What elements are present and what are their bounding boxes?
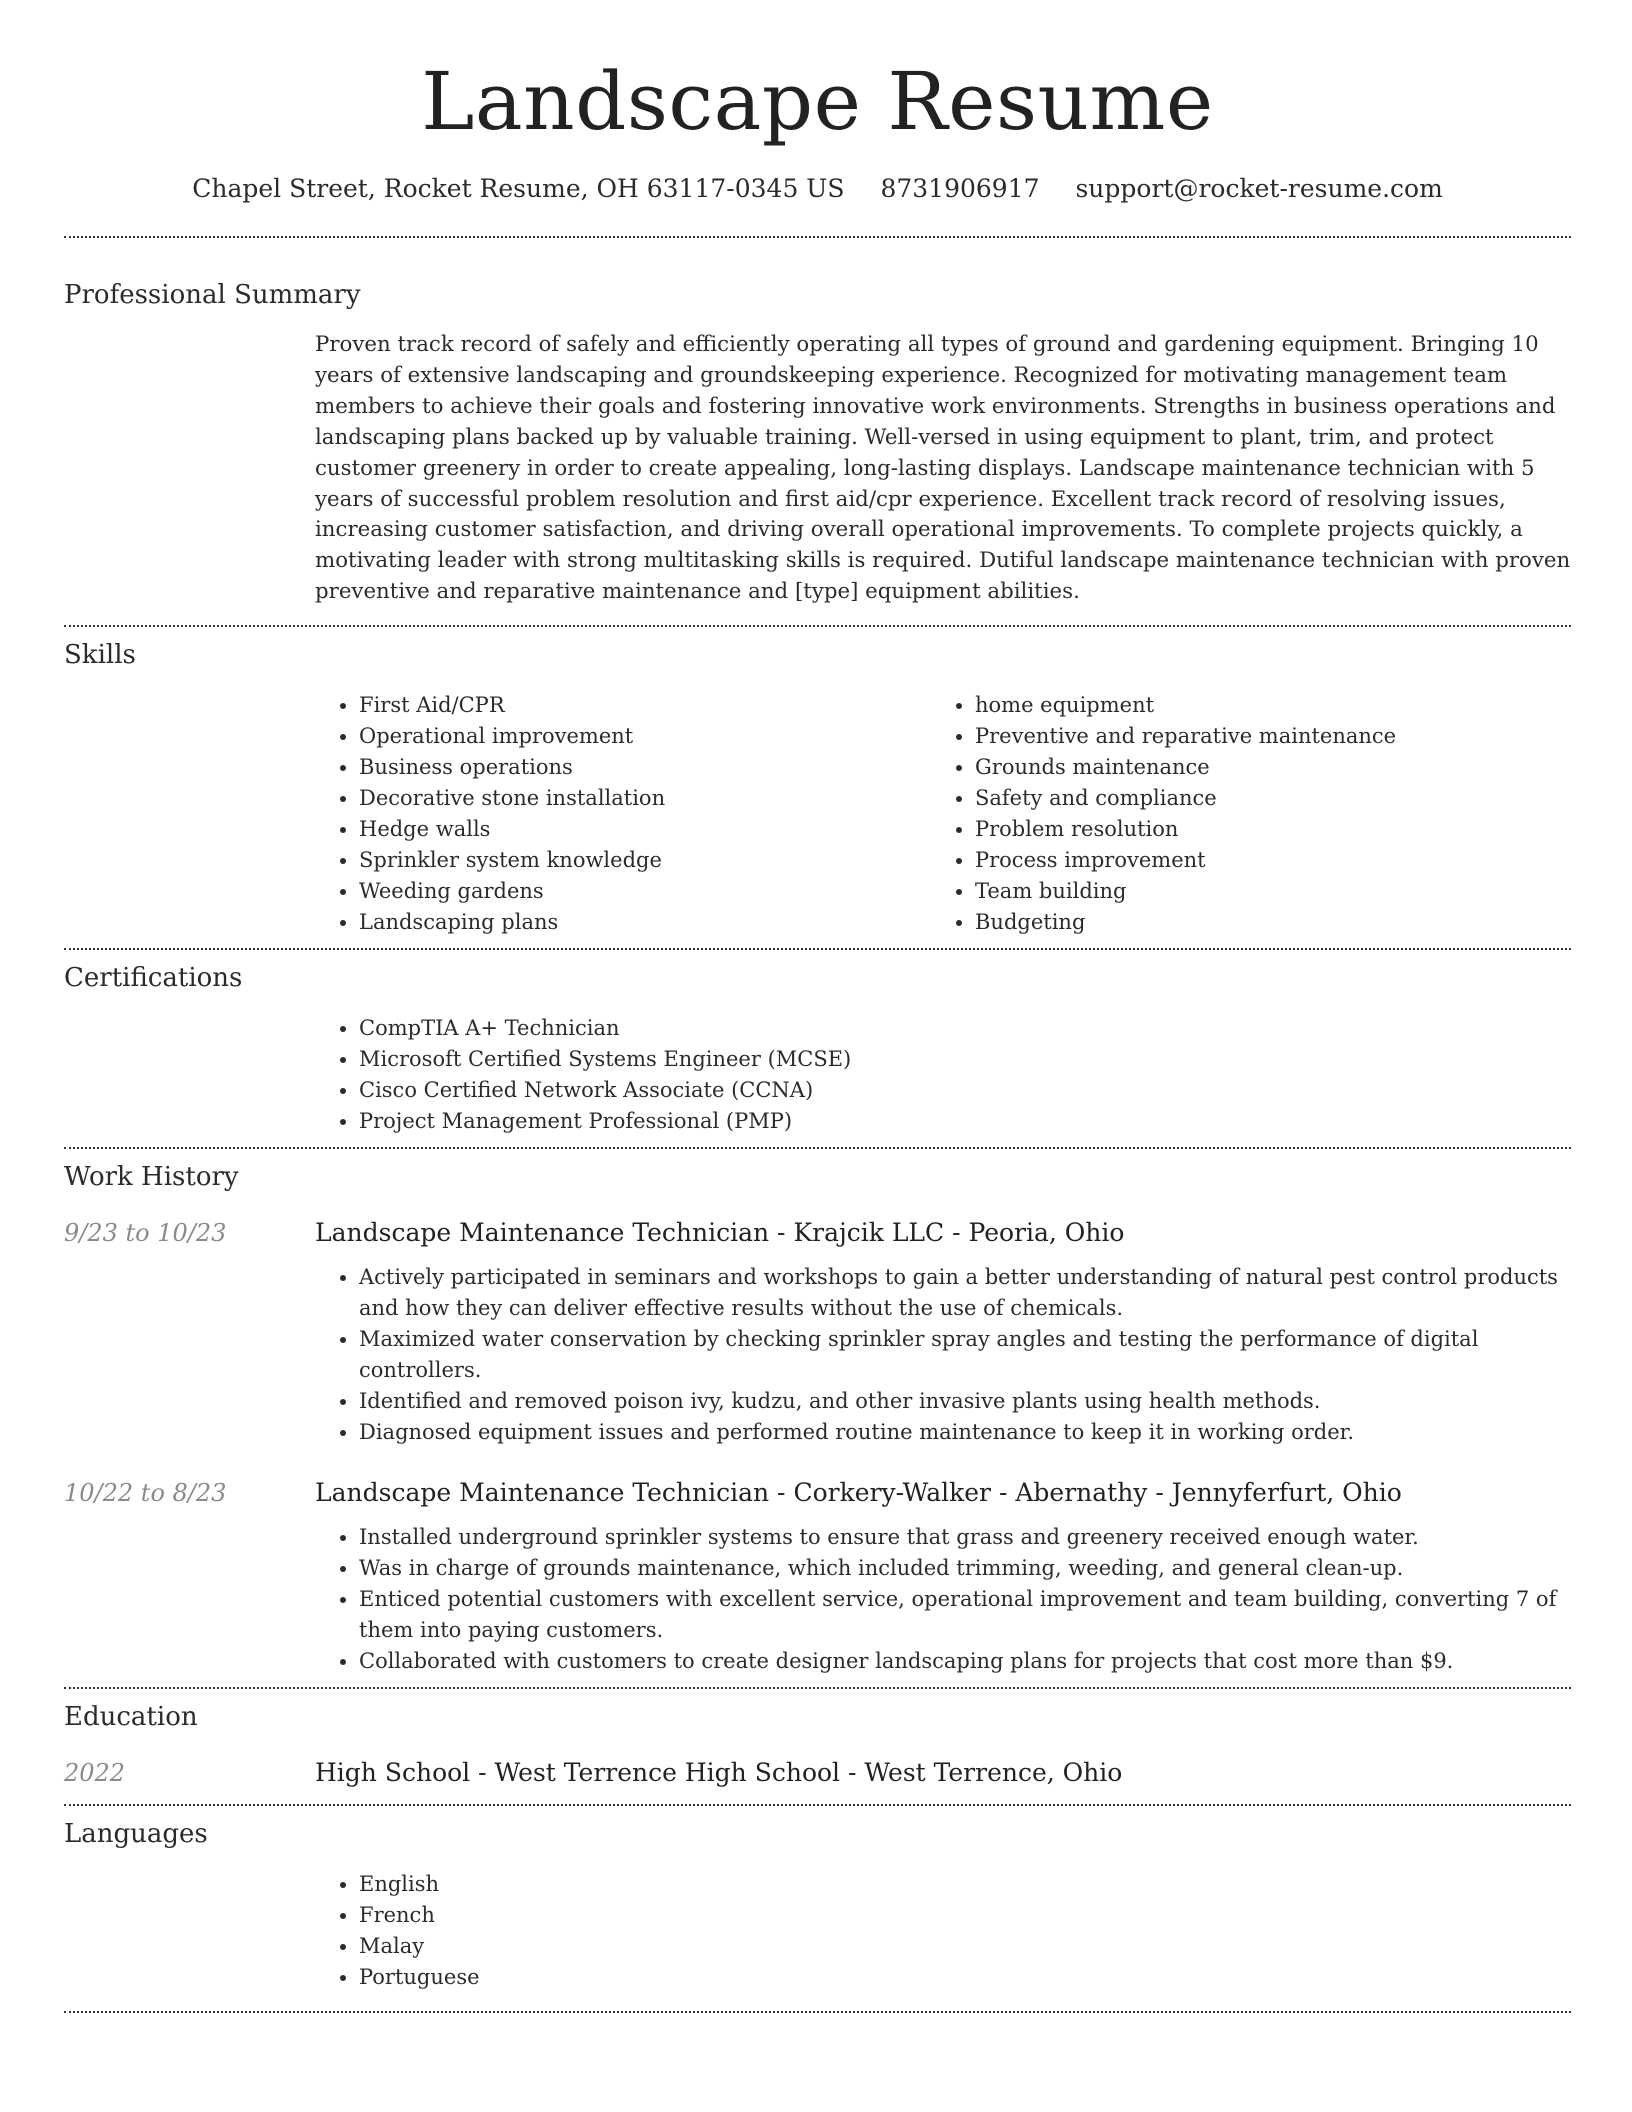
section-title-summary: Professional Summary [64,280,361,310]
divider [64,2011,1571,2013]
list-item: • CompTIA A+ Technician [359,1013,1571,1044]
job-dates: 10/22 to 8/23 [64,1479,227,1508]
list-item: • Team building [975,876,1547,907]
languages-section [64,1817,1571,1993]
list-item: • Collaborated with customers to create designer landscaping plans for projects that cost more than $9. [359,1646,1571,1677]
list-item: • Operational improvement [359,721,931,752]
skills-list [315,690,1571,938]
work-history-section [64,1160,1571,1677]
list-item: • home equipment [975,690,1547,721]
summary-section [64,278,1571,608]
section-title-skills: Skills [64,640,136,671]
list-item: • Safety and compliance [975,783,1547,814]
list-item: • Actively participated in seminars and workshops to gain a better understanding of natural pest control products and how they can deliver effective results without the use of chemicals. [359,1262,1571,1324]
skills-section [64,638,1571,938]
skills-column-right [931,690,1547,938]
education-entry [64,1756,1571,1790]
contact-line [64,172,1571,206]
list-item: • Weeding gardens [359,876,931,907]
list-item: • Was in charge of grounds maintenance, which included trimming, weeding, and general clean-up. [359,1553,1571,1584]
section-title-certifications: Certifications [64,963,243,994]
job-bullets [315,1522,1571,1677]
job-title: Landscape Maintenance Technician - Corkery-Walker - Abernathy - Jennyferfurt, Ohio [315,1478,1402,1508]
list-item: • Hedge walls [359,814,931,845]
list-item: • Preventive and reparative maintenance [975,721,1547,752]
resume-name: Landscape Resume [421,55,1214,148]
languages-list [315,1869,1571,1993]
divider [64,1687,1571,1689]
list-item: • Microsoft Certified Systems Engineer (MCSE) [359,1044,1571,1075]
divider [64,625,1571,627]
list-item: • Malay [359,1931,1571,1962]
list-item: • Enticed potential customers with excellent service, operational improvement and team building, converting 7 of them into paying customers. [359,1584,1571,1646]
divider [64,1147,1571,1149]
divider [64,236,1571,238]
certifications-list [315,1013,1571,1137]
list-item: • Diagnosed equipment issues and performed routine maintenance to keep it in working order. [359,1417,1571,1448]
education-title: High School - West Terrence High School - West Terrence, Ohio [315,1758,1123,1788]
contact-address: Chapel Street, Rocket Resume, OH 63117-0345 US [192,174,845,203]
job-entry-header [64,1476,1571,1510]
list-item: • Maximized water conservation by checking sprinkler spray angles and testing the performance of digital controllers. [359,1324,1571,1386]
list-item: • Installed underground sprinkler systems to ensure that grass and greenery received enough water. [359,1522,1571,1553]
list-item: • Budgeting [975,907,1547,938]
list-item: • Portuguese [359,1962,1571,1993]
certifications-section [64,961,1571,1137]
skills-column-left [315,690,931,938]
education-section [64,1700,1571,1790]
job-title: Landscape Maintenance Technician - Krajcik LLC - Peoria, Ohio [315,1218,1125,1248]
list-item: • French [359,1900,1571,1931]
list-item: • Grounds maintenance [975,752,1547,783]
summary-text: Proven track record of safely and efficiently operating all types of ground and gardening equipment. Bringing 10 years of extensive landscaping and groundskeeping experience. Recognized for motivating management team members to achieve their goals and fostering innovative work environments. Strengths in business operations and landscaping plans backed up by valuable training. Well-versed in using equipment to plant, trim, and protect customer greenery in order to create appealing, long-lasting displays. Landscape maintenance technician with 5 years of successful problem resolution and first aid/cpr experience. Excellent track record of resolving issues, increasing customer satisfaction, and driving overall operational improvements. To complete projects quickly, a motivating leader with strong multitasking skills is required. Dutiful landscape maintenance technician with proven preventive and reparative maintenance and [type] equipment abilities. [315,332,1571,605]
contact-phone: 8731906917 [880,174,1040,203]
list-item: • Sprinkler system knowledge [359,845,931,876]
list-item: • Cisco Certified Network Associate (CCNA) [359,1075,1571,1106]
section-title-education: Education [64,1702,198,1733]
list-item: • English [359,1869,1571,1900]
job-bullets [315,1262,1571,1448]
resume-page [64,0,1571,2013]
list-item: • Process improvement [975,845,1547,876]
list-item: • Identified and removed poison ivy, kudzu, and other invasive plants using health methods. [359,1386,1571,1417]
divider [64,1804,1571,1806]
list-item: • Decorative stone installation [359,783,931,814]
job-dates: 9/23 to 10/23 [64,1219,227,1248]
list-item: • First Aid/CPR [359,690,931,721]
list-item: • Project Management Professional (PMP) [359,1106,1571,1137]
section-title-languages: Languages [64,1819,208,1850]
divider [64,948,1571,950]
list-item: • Problem resolution [975,814,1547,845]
list-item: • Landscaping plans [359,907,931,938]
section-title-work-history: Work History [64,1162,239,1193]
list-item: • Business operations [359,752,931,783]
education-year: 2022 [64,1759,126,1788]
contact-email: support@rocket-resume.com [1075,174,1443,203]
job-entry-header [64,1216,1571,1250]
